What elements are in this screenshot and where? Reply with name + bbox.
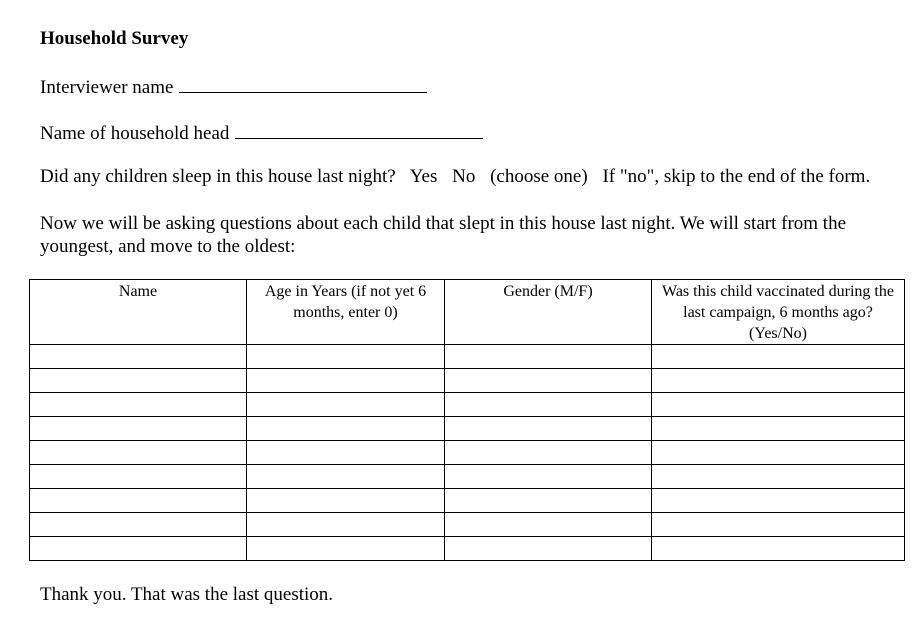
cell-name[interactable] <box>30 537 247 561</box>
no-option[interactable]: No <box>452 166 476 187</box>
cell-vaccinated[interactable] <box>652 369 905 393</box>
cell-gender[interactable] <box>445 417 652 441</box>
cell-name[interactable] <box>30 489 247 513</box>
closing-text: Thank you. That was the last question. <box>40 584 334 605</box>
household-head-label: Name of household head <box>40 123 230 144</box>
interviewer-row <box>40 74 427 99</box>
cell-age[interactable] <box>247 465 445 489</box>
header-age: Age in Years (if not yet 6 months, enter 0) <box>247 280 445 345</box>
table-row <box>30 369 905 393</box>
choose-one-note: (choose one) <box>490 166 588 187</box>
cell-gender[interactable] <box>445 393 652 417</box>
cell-vaccinated[interactable] <box>652 537 905 561</box>
table-row <box>30 513 905 537</box>
cell-gender[interactable] <box>445 489 652 513</box>
cell-age[interactable] <box>247 537 445 561</box>
header-gender: Gender (M/F) <box>445 280 652 345</box>
household-head-name-field[interactable] <box>235 120 483 139</box>
cell-gender[interactable] <box>445 369 652 393</box>
cell-age[interactable] <box>247 489 445 513</box>
table-row <box>30 393 905 417</box>
cell-name[interactable] <box>30 369 247 393</box>
cell-name[interactable] <box>30 465 247 489</box>
cell-vaccinated[interactable] <box>652 441 905 465</box>
yes-option[interactable]: Yes <box>409 166 438 187</box>
cell-gender[interactable] <box>445 537 652 561</box>
cell-gender[interactable] <box>445 513 652 537</box>
cell-gender[interactable] <box>445 441 652 465</box>
household-head-row <box>40 120 483 145</box>
cell-gender[interactable] <box>445 465 652 489</box>
cell-vaccinated[interactable] <box>652 393 905 417</box>
header-name: Name <box>30 280 247 345</box>
cell-gender[interactable] <box>445 345 652 369</box>
cell-vaccinated[interactable] <box>652 417 905 441</box>
cell-name[interactable] <box>30 345 247 369</box>
cell-vaccinated[interactable] <box>652 345 905 369</box>
table-row <box>30 465 905 489</box>
interviewer-label: Interviewer name <box>40 77 174 98</box>
cell-name[interactable] <box>30 393 247 417</box>
cell-vaccinated[interactable] <box>652 513 905 537</box>
children-question-row <box>40 166 870 188</box>
cell-vaccinated[interactable] <box>652 489 905 513</box>
table-header-row <box>30 280 905 345</box>
cell-age[interactable] <box>247 393 445 417</box>
table-row <box>30 537 905 561</box>
header-vaccinated: Was this child vaccinated during the last campaign, 6 months ago? (Yes/No) <box>652 280 905 345</box>
cell-name[interactable] <box>30 441 247 465</box>
table-row <box>30 489 905 513</box>
cell-age[interactable] <box>247 369 445 393</box>
cell-age[interactable] <box>247 441 445 465</box>
form-title: Household Survey <box>40 28 189 49</box>
cell-age[interactable] <box>247 345 445 369</box>
cell-name[interactable] <box>30 513 247 537</box>
interviewer-name-field[interactable] <box>179 74 427 93</box>
cell-age[interactable] <box>247 417 445 441</box>
cell-vaccinated[interactable] <box>652 465 905 489</box>
table-row <box>30 345 905 369</box>
intro-paragraph: Now we will be asking questions about each child that slept in this house last night. We will start from the youngest, and move to the oldest: <box>40 213 847 257</box>
children-question: Did any children sleep in this house last night? <box>40 166 396 187</box>
table-row <box>30 417 905 441</box>
cell-age[interactable] <box>247 513 445 537</box>
cell-name[interactable] <box>30 417 247 441</box>
skip-instruction: If "no", skip to the end of the form. <box>602 166 871 187</box>
children-table <box>29 279 905 561</box>
table-row <box>30 441 905 465</box>
